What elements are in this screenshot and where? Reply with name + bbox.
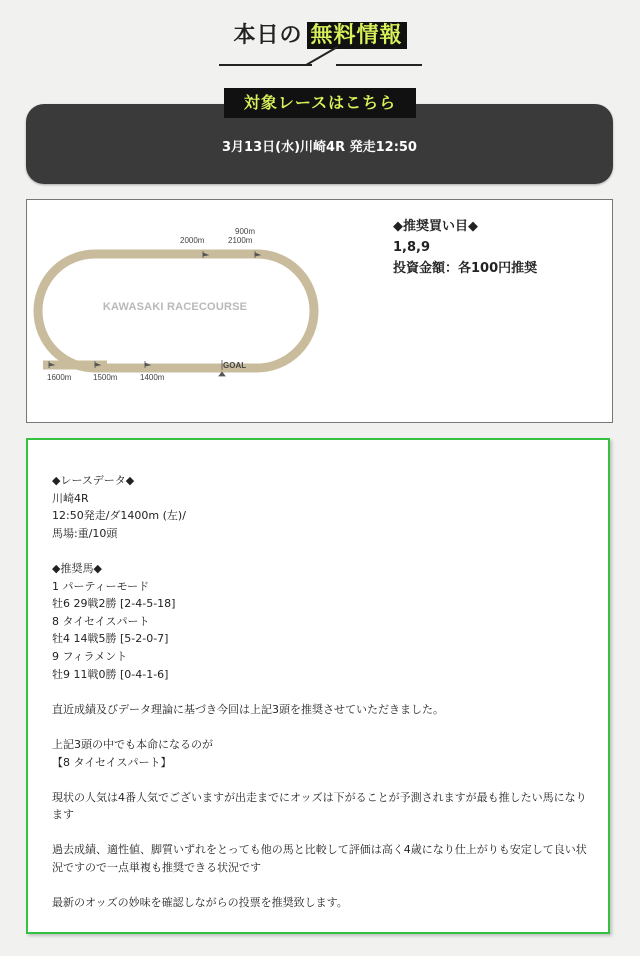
recommend-bet: 投資金額：各100円推奨 [393, 261, 538, 276]
recommend-heading: ◆推奨買い目◆ [393, 219, 478, 234]
title-prefix: 本日の [233, 23, 303, 48]
course-name: KAWASAKI RACECOURSE [102, 301, 248, 313]
horse2-name: 8 タイセイスパート [52, 614, 150, 628]
closing-paragraph: 最新のオッズの妙味を確認しながらの投票を推奨致します。 [52, 896, 348, 910]
horse2-record: 牡4 14戦5勝 [5-2-0-7] [52, 632, 169, 646]
title-highlight: 無料情報 [307, 22, 407, 49]
race-conditions: 12:50発走/ダ1400m (左)/ [52, 509, 186, 523]
distance-markers [49, 251, 260, 376]
horse3-name: 9 フィラメント [52, 649, 128, 663]
course-panel [26, 199, 613, 423]
horses-heading: ◆推奨馬◆ [52, 561, 102, 575]
marker-2100: 2100m [228, 236, 253, 245]
recommended-bets [393, 216, 537, 279]
marker-1500: 1500m [93, 373, 118, 382]
horse1-name: 1 パーティーモード [52, 579, 150, 593]
popularity-paragraph: 現状の人気は4番人気でございますが出走までにオッズは下がることが予測されますが最も推したい馬になります [52, 790, 587, 822]
marker-goal: GOAL [223, 361, 247, 370]
marker-flag-1400 [145, 363, 150, 366]
evaluation-paragraph: 過去成績、適性値、脚質いずれをとっても他の馬と比較して評価は高く4歳になり仕上がりも安定して良い状況ですので一点単複も推奨できる状況です [52, 843, 587, 875]
race-banner-label: 対象レースはこちら [224, 88, 416, 118]
recommend-numbers: 1,8,9 [393, 240, 431, 255]
marker-2000: 2000m [180, 236, 205, 245]
page-title [0, 18, 640, 49]
race-data-panel [26, 438, 610, 934]
race-field: 馬場:重/10頭 [52, 526, 118, 540]
marker-1400: 1400m [140, 373, 165, 382]
race-venue: 川崎4R [52, 491, 89, 505]
analysis-paragraph: 直近成績及びデータ理論に基づき今回は上記3頭を推奨させていただきました。 [52, 702, 444, 716]
goal-triangle [219, 372, 225, 376]
favorite-intro: 上記3頭の中でも本命になるのが [52, 737, 213, 751]
title-underline-left [219, 64, 312, 66]
race-data-heading: ◆レースデータ◆ [52, 474, 135, 487]
title-underline-right [336, 64, 422, 66]
horse3-record: 牡9 11戦0勝 [0-4-1-6] [52, 667, 169, 681]
favorite-horse: 【8 タイセイスパート】 [52, 755, 172, 769]
race-info: 3月13日(水)川崎4R 発走12:50 [222, 140, 417, 155]
race-data-text [52, 472, 597, 912]
horse1-record: 牡6 29戦2勝 [2-4-5-18] [52, 597, 176, 611]
marker-900: 900m [235, 227, 256, 236]
marker-1600: 1600m [47, 373, 72, 382]
